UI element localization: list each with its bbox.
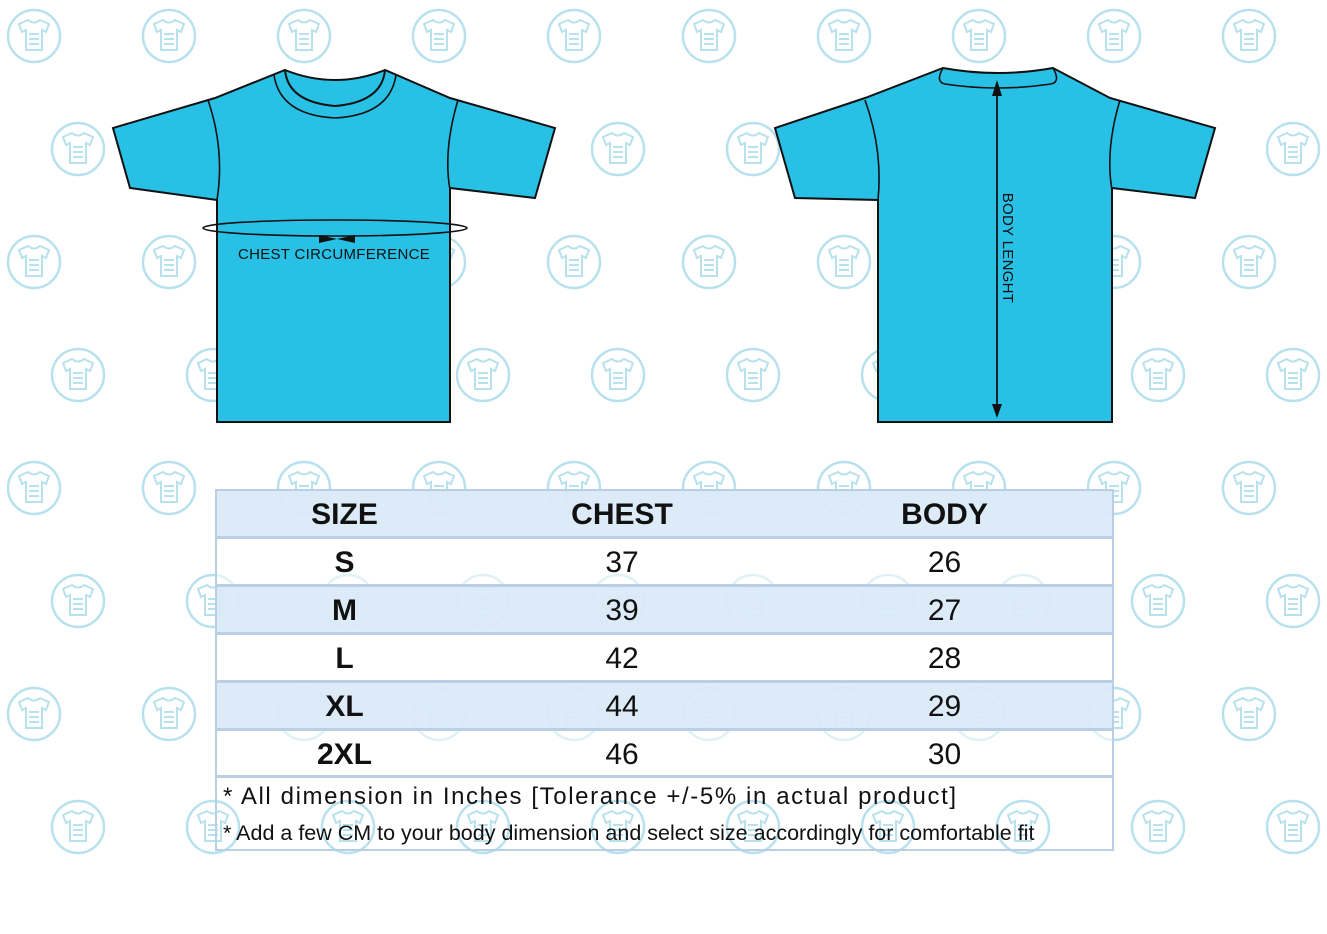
chest-cell: 42 [605, 642, 639, 675]
body-cell: 26 [927, 546, 962, 579]
tshirt-logo-icon [8, 236, 60, 288]
body-cell: 30 [927, 738, 962, 771]
front-tshirt-diagram [105, 60, 565, 430]
table-row [217, 683, 1112, 731]
tshirt-logo-icon [278, 10, 330, 62]
tshirt-logo-icon [1088, 10, 1140, 62]
back-shirt-body [775, 68, 1215, 422]
tshirt-logo-icon [1223, 688, 1275, 740]
tshirt-logo-icon [143, 10, 195, 62]
tshirt-logo-icon [52, 123, 104, 175]
tshirt-logo-icon [143, 462, 195, 514]
tshirt-logo-icon [1223, 10, 1275, 62]
tshirt-logo-icon [143, 688, 195, 740]
header-size: SIZE [311, 498, 378, 531]
tshirt-logo-icon [953, 10, 1005, 62]
tshirt-logo-icon [1223, 236, 1275, 288]
tshirt-logo-icon [1267, 123, 1319, 175]
chest-cell: 44 [605, 690, 639, 723]
tshirt-logo-icon [592, 123, 644, 175]
size-cell: S [334, 546, 355, 579]
size-cell: L [335, 642, 354, 675]
size-cell: XL [325, 690, 364, 723]
fit-advice-note: * Add a few CM to your body dimension and select size accordingly for comfortable fit [223, 821, 1035, 845]
size-cell: M [332, 594, 357, 627]
tshirt-logo-icon [8, 462, 60, 514]
size-chart-table [215, 489, 1114, 851]
tshirt-logo-icon [1132, 575, 1184, 627]
header-chest: CHEST [571, 498, 673, 531]
tshirt-logo-icon [592, 349, 644, 401]
table-row [217, 635, 1112, 683]
table-row [217, 539, 1112, 587]
tshirt-logo-icon [1267, 575, 1319, 627]
tshirt-logo-icon [1132, 801, 1184, 853]
tshirt-logo-icon [683, 10, 735, 62]
size-cell: 2XL [316, 738, 373, 771]
tshirt-logo-icon [52, 349, 104, 401]
tshirt-logo-icon [818, 10, 870, 62]
header-body: BODY [901, 498, 988, 531]
body-cell: 28 [927, 642, 962, 675]
back-tshirt-diagram [765, 60, 1225, 430]
tshirt-logo-icon [548, 10, 600, 62]
tshirt-logo-icon [1267, 801, 1319, 853]
body-cell: 27 [927, 594, 962, 627]
body-cell: 29 [927, 690, 962, 723]
tshirt-logo-icon [1267, 349, 1319, 401]
tshirt-logo-icon [52, 801, 104, 853]
table-row [217, 587, 1112, 635]
body-length-label: BODY LENGHT [999, 192, 1016, 304]
chest-cell: 39 [605, 594, 639, 627]
tshirt-logo-icon [413, 10, 465, 62]
tshirt-logo-icon [683, 236, 735, 288]
dimension-note: * All dimension in Inches [Tolerance +/-5% in actual product] [223, 783, 958, 810]
chest-cell: 37 [605, 546, 639, 579]
tshirt-logo-icon [52, 575, 104, 627]
tshirt-logo-icon [8, 10, 60, 62]
chest-cell: 46 [605, 738, 639, 771]
chest-circumference-label: CHEST CIRCUMFERENCE [237, 246, 431, 263]
table-row [217, 731, 1112, 778]
table-header-row [217, 491, 1112, 539]
tshirt-logo-icon [8, 688, 60, 740]
tshirt-logo-icon [1223, 462, 1275, 514]
